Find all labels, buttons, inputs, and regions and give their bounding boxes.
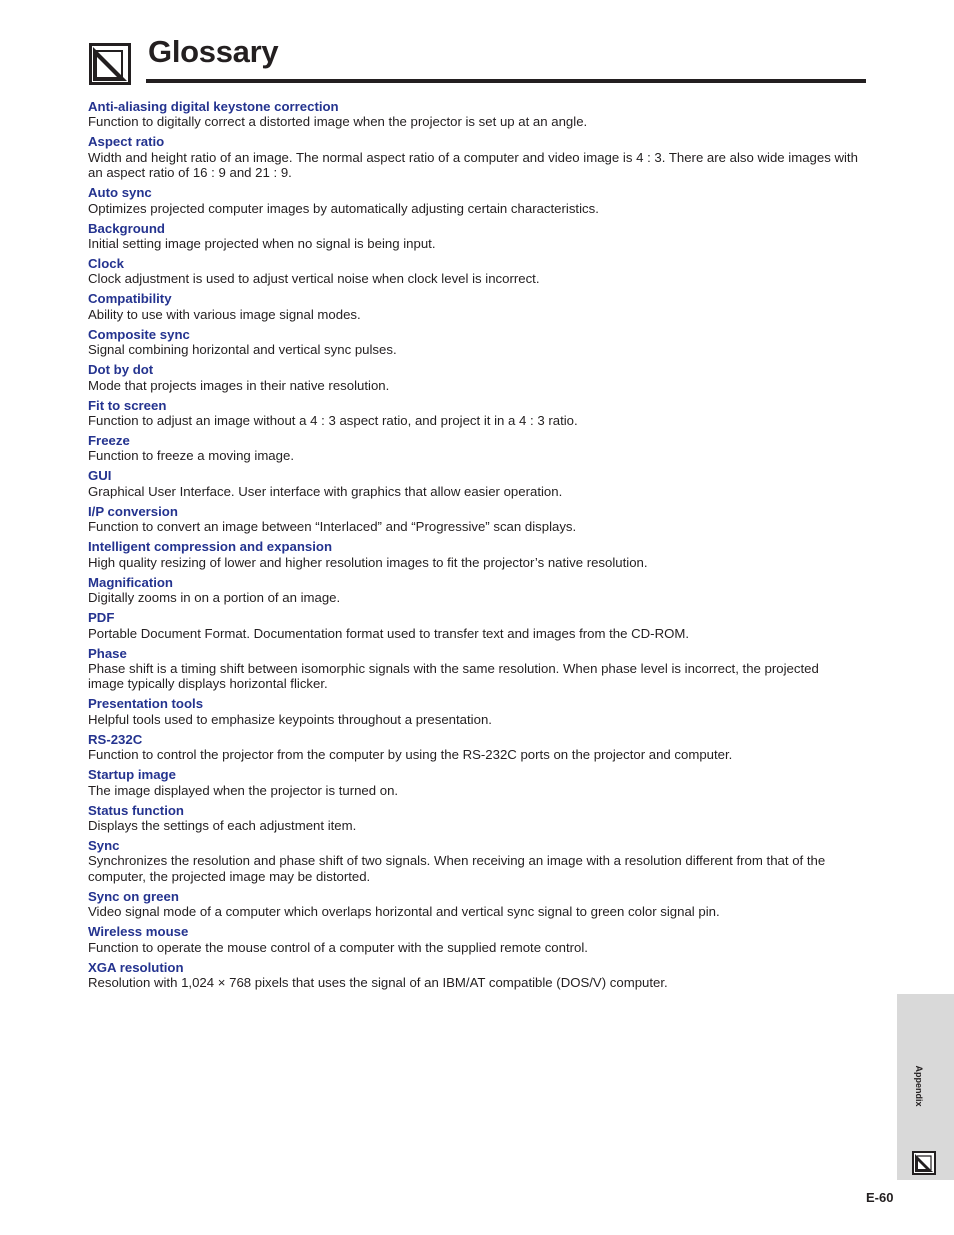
glossary-term: Sync on green (88, 888, 179, 904)
glossary-term: Background (88, 220, 165, 236)
glossary-definition: Function to control the projector from the computer by using the RS-232C ports on the projector and computer. (88, 747, 733, 763)
glossary-definition: Resolution with 1,024 × 768 pixels that uses the signal of an IBM/AT compatible (DOS/V) computer. (88, 974, 668, 990)
glossary-entry (88, 185, 858, 216)
glossary-entry (88, 291, 858, 322)
glossary-term: Freeze (88, 433, 130, 449)
glossary-entry (88, 924, 858, 955)
glossary-term: Aspect ratio (88, 134, 165, 150)
glossary-entry (88, 646, 858, 692)
glossary-term: Sync (88, 837, 120, 853)
glossary-entry (88, 732, 858, 763)
glossary-term: Status function (88, 802, 184, 818)
glossary-definition: Video signal mode of a computer which overlaps horizontal and vertical sync signal to green color signal pin. (88, 904, 720, 920)
glossary-entry (88, 221, 858, 252)
title-rule (146, 79, 866, 83)
glossary-term: Wireless mouse (88, 924, 189, 940)
projector-screen-icon (912, 1151, 936, 1175)
glossary-term: PDF (88, 610, 115, 626)
glossary-definition: High quality resizing of lower and higher resolution images to fit the projector’s native resolution. (88, 554, 648, 570)
glossary-definition: Function to digitally correct a distorted image when the projector is set up at an angle. (88, 114, 588, 130)
glossary-term: RS-232C (88, 731, 143, 747)
glossary-term: Dot by dot (88, 362, 154, 378)
glossary-list (88, 99, 858, 995)
glossary-definition: Function to freeze a moving image. (88, 448, 294, 464)
glossary-entry (88, 256, 858, 287)
glossary-entry (88, 696, 858, 727)
glossary-definition: Signal combining horizontal and vertical sync pulses. (88, 342, 397, 358)
glossary-definition: Graphical User Interface. User interface with graphics that allow easier operation. (88, 483, 563, 499)
glossary-definition: Optimizes projected computer images by automatically adjusting certain characteristics. (88, 200, 599, 216)
glossary-term: Compatibility (88, 291, 172, 307)
glossary-entry (88, 803, 858, 834)
glossary-term: Auto sync (88, 185, 152, 201)
glossary-entry (88, 362, 858, 393)
glossary-entry (88, 468, 858, 499)
glossary-definition: Function to convert an image between “Interlaced” and “Progressive” scan displays. (88, 519, 577, 535)
glossary-definition: Helpful tools used to emphasize keypoints throughout a presentation. (88, 711, 492, 727)
glossary-entry (88, 960, 858, 991)
page-number: E-60 (866, 1190, 894, 1205)
glossary-definition: Initial setting image projected when no signal is being input. (88, 236, 436, 252)
glossary-term: Magnification (88, 574, 173, 590)
glossary-entry (88, 838, 858, 884)
glossary-definition: Width and height ratio of an image. The normal aspect ratio of a computer and video image is 4 : 3. There are also wide images with an aspect ratio of 16 : 9 and 21 : 9. (88, 149, 858, 181)
glossary-definition: Phase shift is a timing shift between isomorphic signals with the same resolution. When phase level is incorrect, the projected image typically displays horizontal flicker. (88, 660, 819, 692)
glossary-definition: Synchronizes the resolution and phase shift of two signals. When receiving an image with a resolution different from that of the computer, the projected image may be distorted. (88, 853, 826, 884)
glossary-term: Startup image (88, 767, 176, 783)
glossary-entry (88, 327, 858, 358)
glossary-definition: Clock adjustment is used to adjust vertical noise when clock level is incorrect. (88, 271, 540, 287)
glossary-term: Clock (88, 256, 124, 272)
glossary-entry (88, 575, 858, 606)
glossary-entry (88, 610, 858, 641)
appendix-tab-label: Appendix (914, 1065, 924, 1107)
glossary-entry (88, 134, 858, 180)
glossary-entry (88, 767, 858, 798)
glossary-term: I/P conversion (88, 503, 178, 519)
glossary-entry (88, 99, 858, 130)
glossary-definition: The image displayed when the projector is turned on. (88, 782, 399, 798)
glossary-definition: Portable Document Format. Documentation format used to transfer text and images from the CD-ROM. (88, 625, 690, 641)
glossary-term: Composite sync (88, 326, 190, 342)
glossary-definition: Mode that projects images in their native resolution. (88, 377, 390, 393)
glossary-term: XGA resolution (88, 959, 184, 975)
glossary-definition: Digitally zooms in on a portion of an image. (88, 590, 341, 606)
glossary-term: Fit to screen (88, 397, 167, 413)
glossary-term: Intelligent compression and expansion (88, 539, 333, 555)
glossary-entry (88, 889, 858, 920)
glossary-definition: Function to operate the mouse control of a computer with the supplied remote control. (88, 939, 588, 955)
glossary-term: Phase (88, 645, 127, 661)
page-title: Glossary (148, 34, 279, 69)
projector-screen-icon (89, 43, 131, 85)
glossary-term: GUI (88, 468, 112, 484)
glossary-entry (88, 433, 858, 464)
glossary-definition: Function to adjust an image without a 4 : 3 aspect ratio, and project it in a 4 : 3 ratio. (88, 413, 578, 429)
glossary-entry (88, 398, 858, 429)
glossary-term: Anti-aliasing digital keystone correction (88, 99, 339, 114)
glossary-entry (88, 539, 858, 570)
glossary-definition: Displays the settings of each adjustment item. (88, 817, 357, 833)
glossary-term: Presentation tools (88, 696, 204, 712)
glossary-entry (88, 504, 858, 535)
glossary-definition: Ability to use with various image signal modes. (88, 306, 361, 322)
